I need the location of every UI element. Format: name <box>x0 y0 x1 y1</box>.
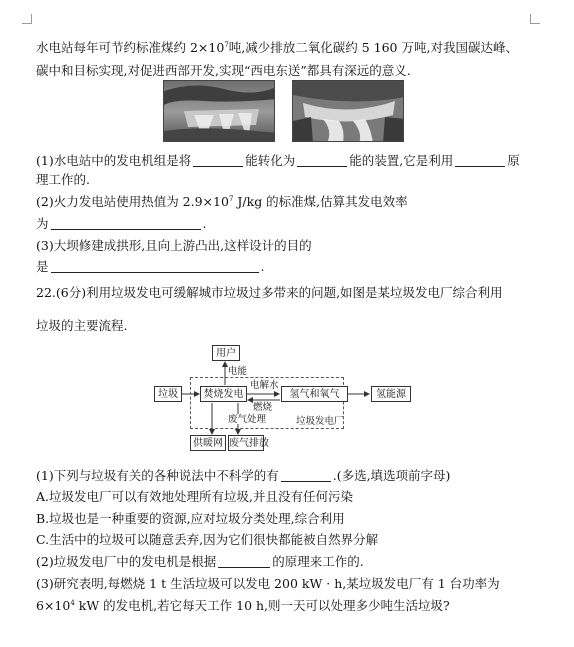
answer-blank-7[interactable] <box>218 556 270 568</box>
burn-label: 燃烧 <box>253 402 273 413</box>
answer-blank-6[interactable] <box>281 470 331 482</box>
exhaust-emission-box: 废气排放 <box>228 435 264 451</box>
question-22-line-2 <box>36 318 127 334</box>
option-a-text: A.垃圾发电厂可以有效地处理所有垃圾,并且没有任何污染 <box>36 489 353 504</box>
s3-text-a: (3)研究表明,每燃烧 1 t 生活垃圾可以发电 200 kW · h,某垃圾发电厂有 1 台功率为 <box>36 576 500 591</box>
user-box: 用户 <box>212 345 240 361</box>
exhaust-treatment-label: 废气处理 <box>228 414 267 425</box>
s3-text-c: kW 的发电机,若它每天工作 10 h,则一天可以处理多少吨生活垃圾? <box>74 598 450 613</box>
hydroxy-box: 氢气和氧气 <box>281 386 348 402</box>
garbage-box: 垃圾 <box>154 386 182 402</box>
plant-label: 垃圾发电厂 <box>296 416 344 427</box>
q3-text-line1: (3)大坝修建成拱形,且向上游凸出,这样设计的目的 <box>36 238 312 253</box>
corner-mark-top-right <box>530 14 540 24</box>
s1-text-b: .(多选,填选项前字母) <box>332 468 451 483</box>
dam-photo-right <box>292 80 404 142</box>
intro-line-1 <box>36 40 518 56</box>
electricity-label: 电能 <box>228 366 248 377</box>
hydrogen-energy-box: 氢能源 <box>371 386 411 402</box>
sub-question-3-line-1 <box>36 576 500 592</box>
question-2-line-1 <box>36 194 408 210</box>
question-1-line-1 <box>36 153 520 169</box>
exponent: 7 <box>228 195 234 203</box>
q2-text-a: (2)火力发电站使用热值为 2.9×10 <box>36 194 229 209</box>
incinerate-box: 焚烧发电 <box>200 386 247 402</box>
exponent: 4 <box>70 599 75 607</box>
s3-text-b: 6×10 <box>36 598 71 613</box>
sub-question-2 <box>36 554 364 570</box>
question-2-line-2: 为 . <box>36 216 207 231</box>
answer-blank-3[interactable] <box>455 155 505 167</box>
q22-text-line1: 22.(6分)利用垃圾发电可缓解城市垃圾过多带来的问题,如图是某垃圾发电厂综合利用 <box>36 285 503 300</box>
q1-text-a: (1)水电站中的发电机组是将 <box>36 153 192 168</box>
intro-line-2 <box>36 63 411 79</box>
s2-text-a: (2)垃圾发电厂中的发电机是根据 <box>36 554 217 569</box>
q1-text-d: 原 <box>507 153 520 168</box>
exponent: 7 <box>224 41 229 49</box>
intro-text-b: 吨,减少排放二氧化碳约 5 160 万吨,对我国碳达峰、 <box>228 40 518 55</box>
option-b <box>36 511 345 527</box>
option-a <box>36 489 353 505</box>
q22-text-line2: 垃圾的主要流程. <box>36 318 128 333</box>
corner-mark-top-left <box>22 14 32 24</box>
question-3-line-2: 是 . <box>36 259 265 274</box>
sub-question-3-line-2 <box>36 598 450 614</box>
q1-text-c: 能的装置,它是利用 <box>349 153 454 168</box>
q3-text-line2: 是 <box>36 259 49 274</box>
q2-text-b: J/kg 的标准煤,估算其发电效率 <box>233 194 408 209</box>
q1-text-b: 能转化为 <box>245 153 296 168</box>
option-c-text: C.生活中的垃圾可以随意丢弃,因为它们很快都能被自然界分解 <box>36 532 379 547</box>
option-b-text: B.垃圾也是一种重要的资源,应对垃圾分类处理,综合利用 <box>36 511 345 526</box>
heating-network-box: 供暖网 <box>190 435 226 451</box>
answer-blank-1[interactable] <box>193 155 243 167</box>
question-22-line-1 <box>36 285 503 301</box>
question-3-line-1 <box>36 238 312 254</box>
s2-text-b: 的原理来工作的. <box>272 554 364 569</box>
s1-text-a: (1)下列与垃圾有关的各种说法中不科学的有 <box>36 468 279 483</box>
garbage-power-flow-diagram <box>150 340 420 455</box>
q1-text-line2: 理工作的. <box>36 172 90 187</box>
option-c <box>36 532 378 548</box>
question-1-line-2 <box>36 172 90 188</box>
intro-text-a: 水电站每年可节约标准煤约 2×10 <box>36 40 225 55</box>
answer-blank-4[interactable] <box>51 218 201 230</box>
answer-blank-5[interactable] <box>51 261 259 273</box>
dam-photo-left <box>163 80 275 142</box>
sub-question-1 <box>36 468 450 484</box>
electrolysis-label: 电解水 <box>250 380 279 391</box>
answer-blank-2[interactable] <box>297 155 347 167</box>
intro-text-2: 碳中和目标实现,对促进西部开发,实现“西电东送”都具有深远的意义. <box>36 63 411 78</box>
q2-text-line2: 为 <box>36 216 49 231</box>
